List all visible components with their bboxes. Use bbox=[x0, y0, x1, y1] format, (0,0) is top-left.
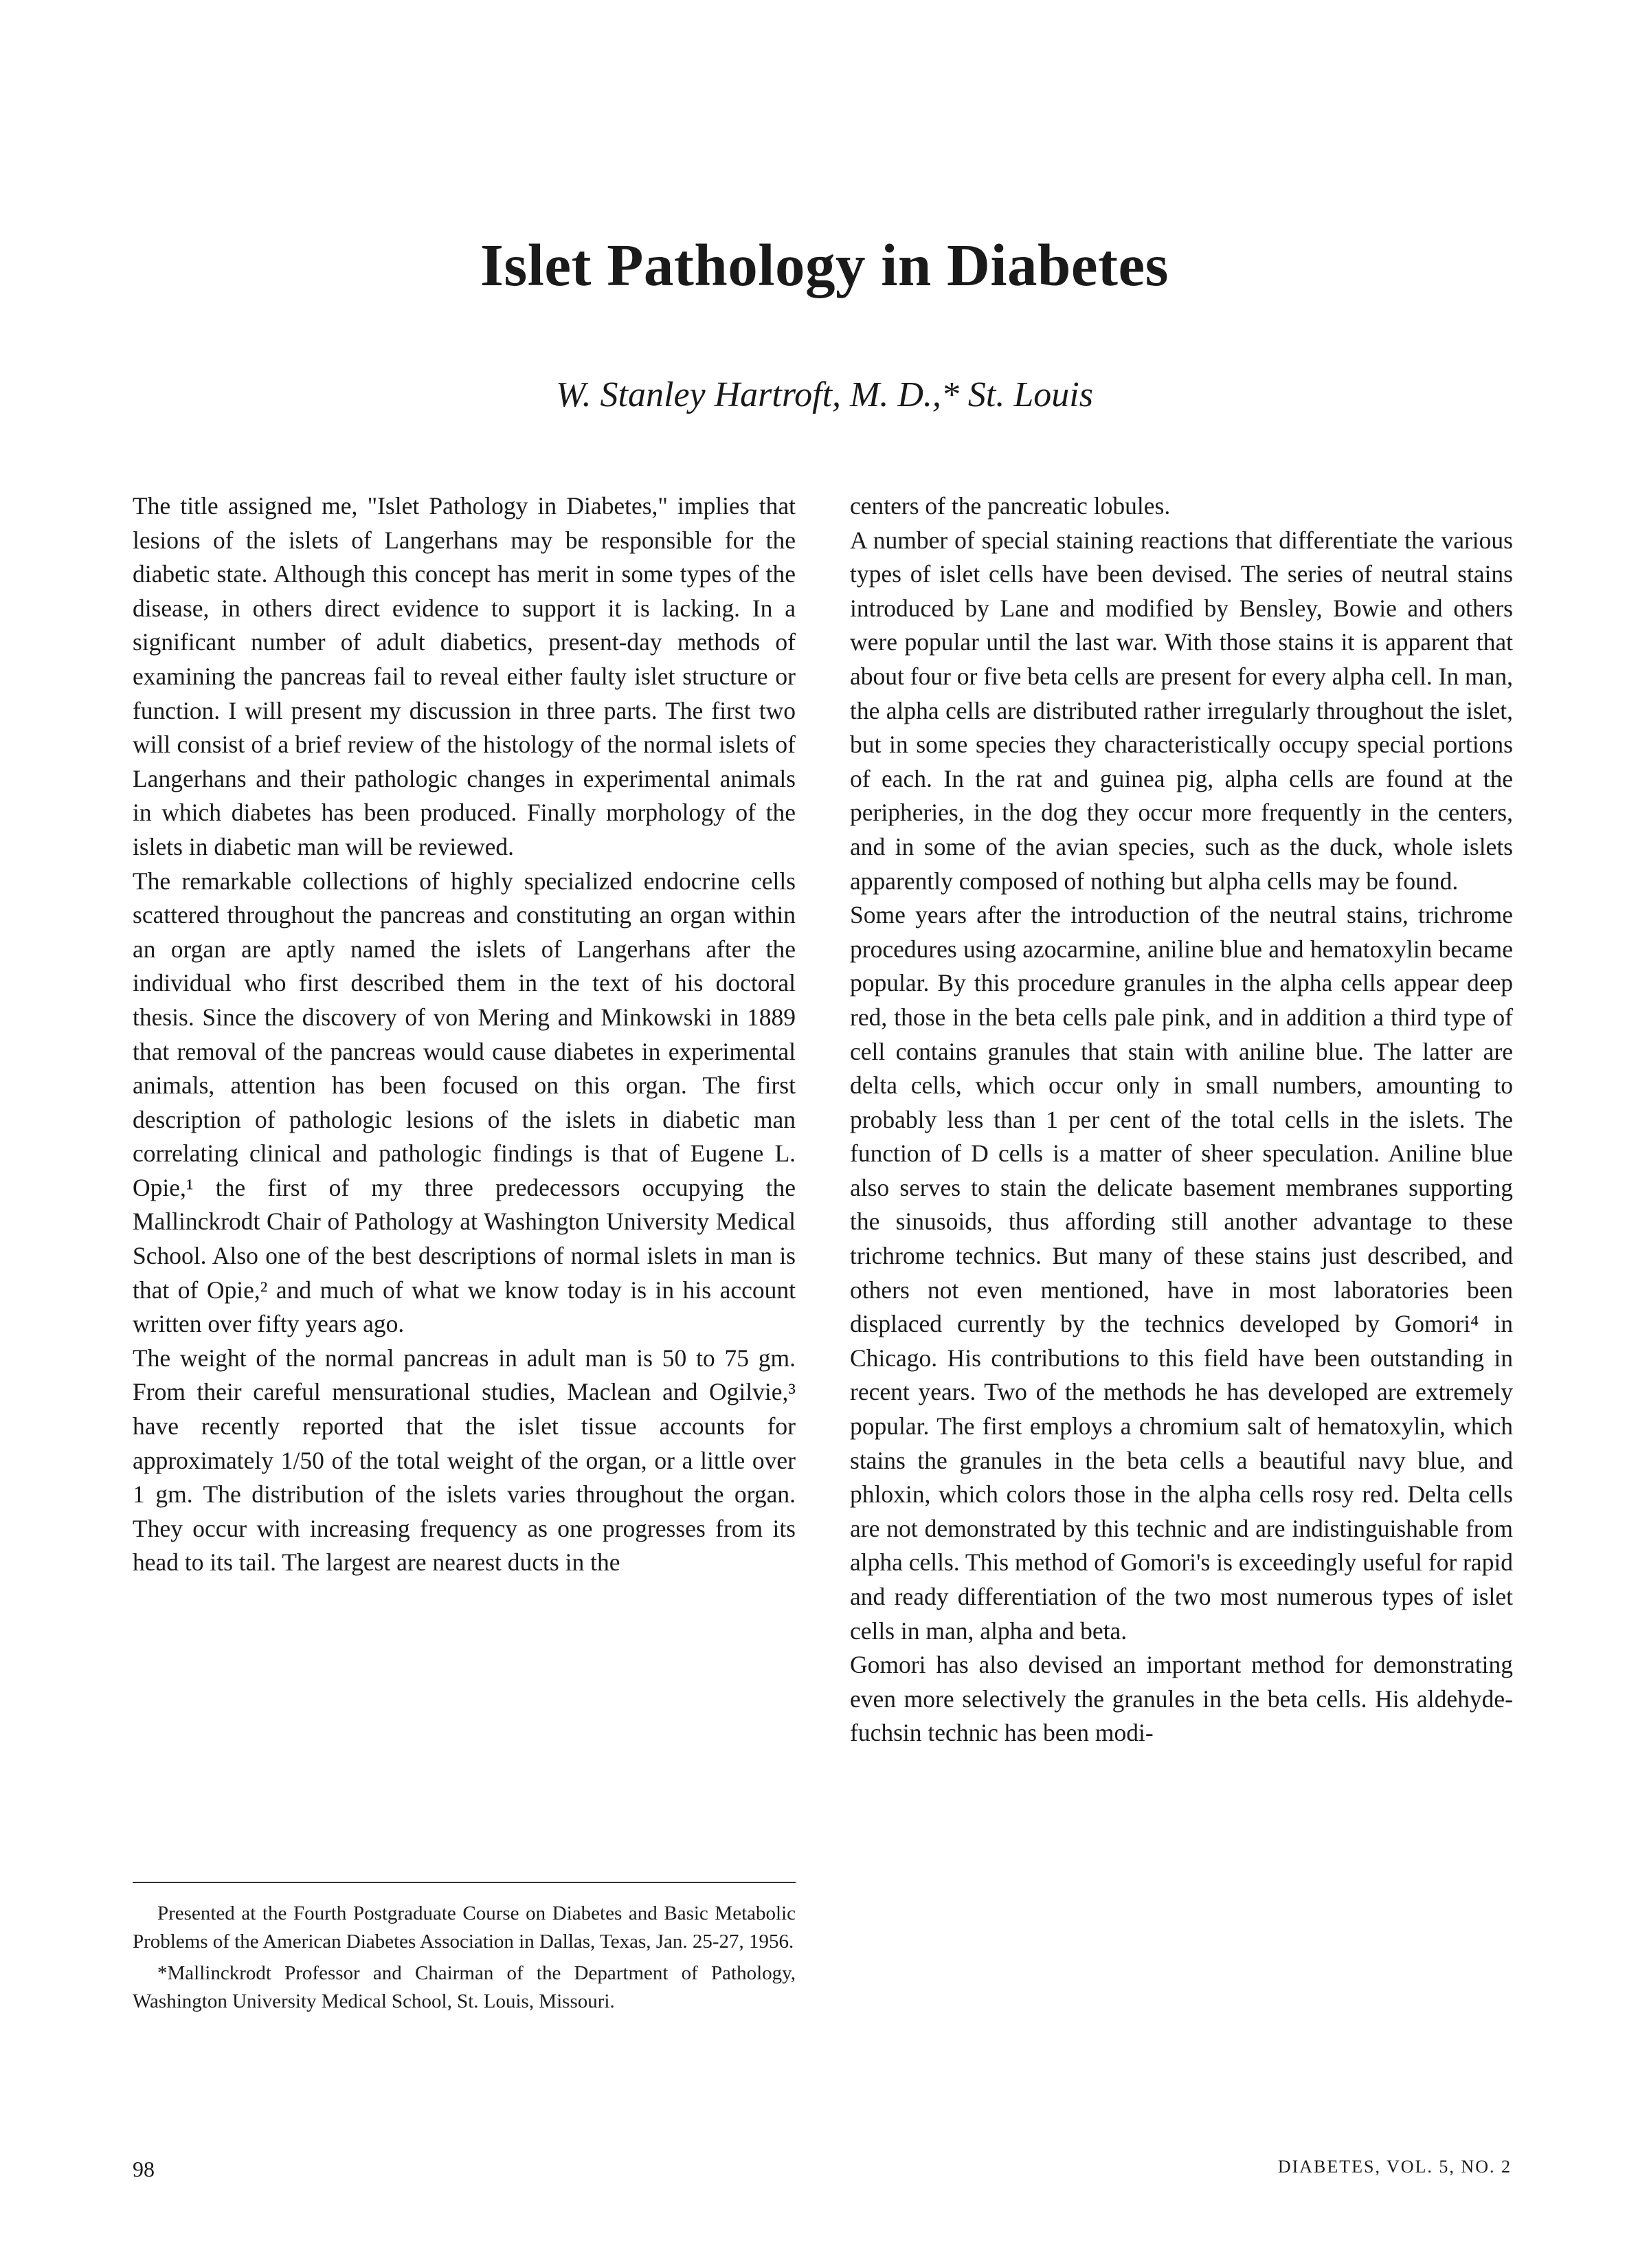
body-paragraph: Gomori has also devised an important method for demonstrating even more selectively the granules in the beta cells. His aldehyde-fuchsin technic has been modi- bbox=[850, 1651, 1513, 1747]
article-byline: W. Stanley Hartroft, M. D.,* St. Louis bbox=[556, 375, 1093, 414]
body-paragraph: Some years after the introduction of the neutral stains, trichrome procedures using azocarmine, aniline blue and hematoxylin became popular. By this procedure granules in the alpha cells appear deep red, those in the beta cells pale pink, and in addition a third type of cell contains granules that stain with aniline blue. The latter are delta cells, which occur only in small numbers, amounting to probably less than 1 per cent of the total cells in the islets. The function of D cells is a matter of sheer speculation. Aniline blue also serves to stain the delicate basement membranes supporting the sinusoids, thus affording still another advantage to these trichrome technics. But many of these stains just described, and others not even mentioned, have in most laboratories been displaced currently by the technics developed by Gomori⁴ in Chicago. His contributions to this field have been outstanding in recent years. Two of the methods he has developed are extremely popular. The first employs a chromium salt of hematoxylin, which stains the granules in the beta cells a beautiful navy blue, and phloxin, which colors those in the alpha cells rosy red. Delta cells are not demonstrated by this technic and are indistinguishable from alpha cells. This method of Gomori's is exceedingly useful for rapid and ready differentiation of the two most numerous types of islet cells in man, alpha and beta. bbox=[850, 901, 1514, 1645]
body-paragraph: A number of special staining reactions that differentiate the various types of islet cells have been devised. The series of neutral stains introduced by Lane and modified by Bensley, Bowie and others were popular until the last war. With those stains it is apparent that about four or five beta cells are present for every alpha cell. In man, the alpha cells are distributed rather irregularly throughout the islet, but in some species they characteristically occupy special portions of each. In the rat and guinea pig, alpha cells are found at the peripheries, in the dog they occur more frequently in the centers, and in some of the avian species, such as the duck, whole islets apparently composed of nothing but alpha cells may be found. bbox=[850, 526, 1513, 895]
body-paragraph: The title assigned me, "Islet Pathology in Diabetes," implies that lesions of the islets of Langerhans may be responsible for the diabetic state. Although this concept has merit in some types of the disease, in others direct evidence to support it is lacking. In a significant number of adult diabetics, present-day methods of examining the pancreas fail to reveal either faulty islet structure or function. I will present my discussion in three parts. The first two will consist of a brief review of the histology of the normal islets of Langerhans and their pathologic changes in experimental animals in which diabetes has been produced. Finally morphology of the islets in diabetic man will be reviewed. bbox=[133, 492, 796, 860]
body-paragraph: centers of the pancreatic lobules. bbox=[850, 492, 1171, 520]
footnote: *Mallinckrodt Professor and Chairman of the Department of Pathology, Washington University Medical School, St. Louis, Missouri. bbox=[133, 1962, 796, 2012]
body-paragraph: The remarkable collections of highly specialized endocrine cells scattered throughout the pancreas and constituting an organ within an organ are aptly named the islets of Langerhans after the individual who first described them in the text of his doctoral thesis. Since the discovery of von Mering and Minkowski in 1889 that removal of the pancreas would cause diabetes in experimental animals, attention has been focused on this organ. The first description of pathologic lesions of the islets in diabetic man correlating clinical and pathologic findings is that of Eugene L. Opie,¹ the first of my three predecessors occupying the Mallinckrodt Chair of Pathology at Washington University Medical School. Also one of the best descriptions of normal islets in man is that of Opie,² and much of what we know today is in his account written over fifty years ago. bbox=[133, 867, 796, 1338]
page-number: 98 bbox=[133, 2157, 155, 2181]
running-footer: DIABETES, VOL. 5, NO. 2 bbox=[1277, 2157, 1512, 2177]
footnote: Presented at the Fourth Postgraduate Course on Diabetes and Basic Metabolic Problems of the American Diabetes Association in Dallas, Texas, Jan. 25-27, 1956. bbox=[133, 1902, 796, 1953]
footnote-divider bbox=[133, 1882, 796, 1883]
left-column bbox=[133, 489, 796, 1580]
body-paragraph: The weight of the normal pancreas in adult man is 50 to 75 gm. From their careful mensurational studies, Maclean and Ogilvie,³ have recently reported that the islet tissue accounts for approximately 1/50 of the total weight of the organ, or a little over 1 gm. The distribution of the islets varies throughout the organ. They occur with increasing frequency as one progresses from its head to its tail. The largest are nearest ducts in the bbox=[133, 1344, 796, 1577]
article-title: Islet Pathology in Diabetes bbox=[480, 232, 1169, 298]
footnotes bbox=[133, 1900, 796, 2019]
right-column bbox=[850, 489, 1513, 1750]
